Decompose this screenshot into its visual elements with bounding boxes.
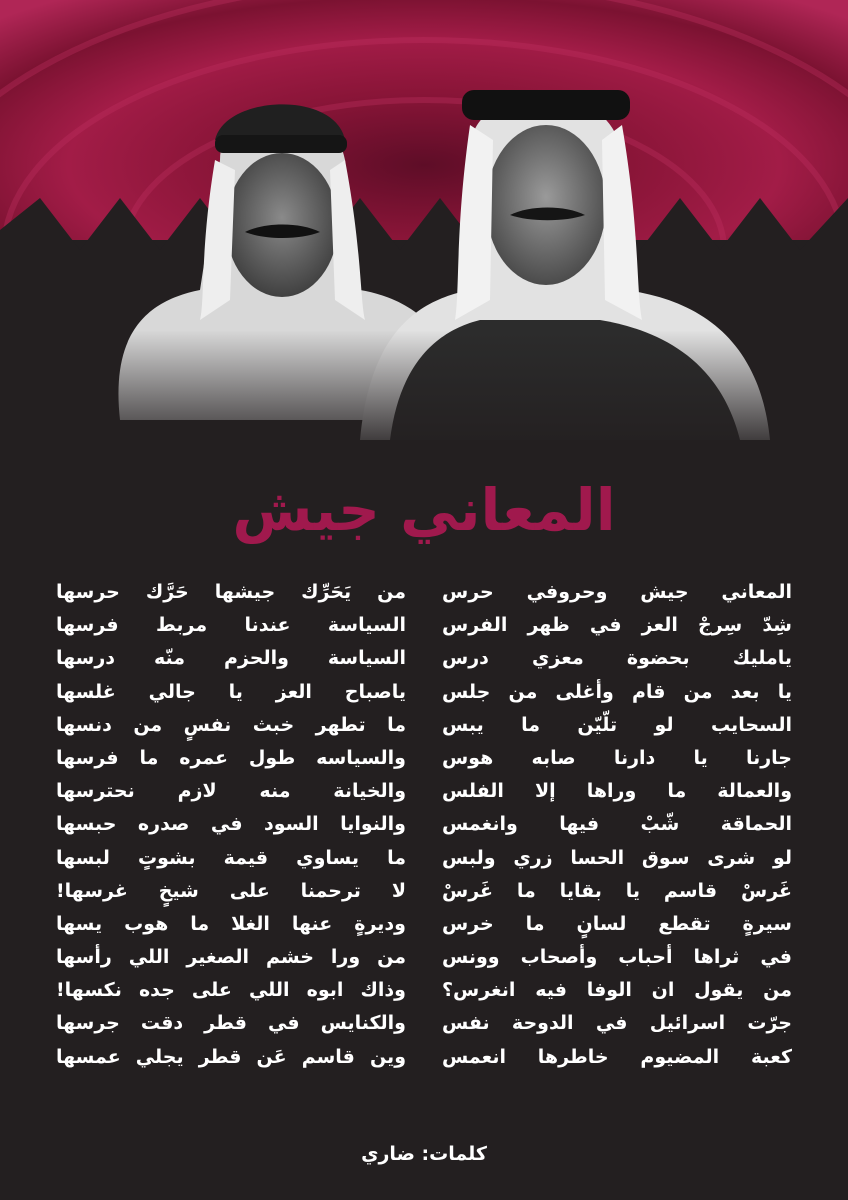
poem-column-left — [56, 576, 406, 1074]
poem-verse: لو شرى سوق الحسا زري ولبس — [442, 846, 792, 869]
poem-verse: سيرةٍ تقطع لسانٍ ما خرس — [442, 912, 792, 935]
hero-photo — [0, 0, 848, 460]
poem-verse: والنوايا السود في صدره حبسها — [56, 813, 406, 836]
poem-verse: ياصباح العز يا جالي غلسها — [56, 680, 406, 703]
poem-verse: يا بعد من قام وأغلى من جلس — [442, 680, 792, 703]
portrait-illustration — [0, 0, 848, 460]
poem-verse: وديرةٍ عنها الغلا ما هوب يسها — [56, 912, 406, 935]
poem-verse: شِدّ سِرجْ العز في ظهر الفرس — [442, 614, 792, 637]
poem-verse: جرّت اسرائيل في الدوحة نفس — [442, 1012, 792, 1035]
poem-verse: جارنا يا دارنا صابه هوس — [442, 746, 792, 769]
poem-verse: ما تطهر خبث نفسٍ من دنسها — [56, 713, 406, 736]
poem-verse: والعمالة ما وراها إلا الفلس — [442, 780, 792, 803]
poem-verse: والكنايس في قطر دقت جرسها — [56, 1012, 406, 1035]
poem-title: المعاني جيش — [232, 476, 616, 544]
poem-verse: المعاني جيش وحروفي حرس — [442, 581, 792, 603]
poem-verse: من يقول ان الوفا فيه انغرس؟ — [442, 979, 792, 1002]
poem-verse: والخيانة منه لازم نحترسها — [56, 780, 406, 803]
poem-verse: كعبة المضيوم خاطرها انعمس — [442, 1045, 792, 1068]
poem-verse: يامليك بحضوة معزي درس — [442, 647, 792, 670]
poem-verse: السحايب لو تلّيّن ما يبس — [442, 713, 792, 736]
poem-verse: من يَحَرِّك جيشها حَرَّك حرسها — [56, 581, 406, 603]
poet-credit: كلمات: ضاري — [361, 1143, 487, 1165]
poem-verse: في ثراها أحباب وأصحاب وونس — [442, 946, 792, 969]
poem-verse: وين قاسم عَن قطر يجلي عمسها — [56, 1045, 406, 1068]
poem-verse: غَرسْ قاسم يا بقايا ما غَرسْ — [442, 879, 792, 902]
poem-verse: السياسة والحزم منّه درسها — [56, 647, 406, 670]
poem-verse: والسياسه طول عمره ما فرسها — [56, 746, 406, 769]
poem-column-right — [442, 576, 792, 1074]
poem-verse: الحماقة شّبْ فيها وانغمس — [442, 813, 792, 836]
poem-verse: لا ترحمنا على شيخٍ غرسها! — [56, 879, 406, 902]
poem-verse: من ورا خشم الصغير اللي رأسها — [56, 946, 406, 969]
poem-verse: ما يساوي قيمة بشوتٍ لبسها — [56, 846, 406, 869]
poem-verse: السياسة عندنا مربط فرسها — [56, 614, 406, 637]
poem-verse: وذاك ابوه اللي على جده نكسها! — [56, 979, 406, 1002]
